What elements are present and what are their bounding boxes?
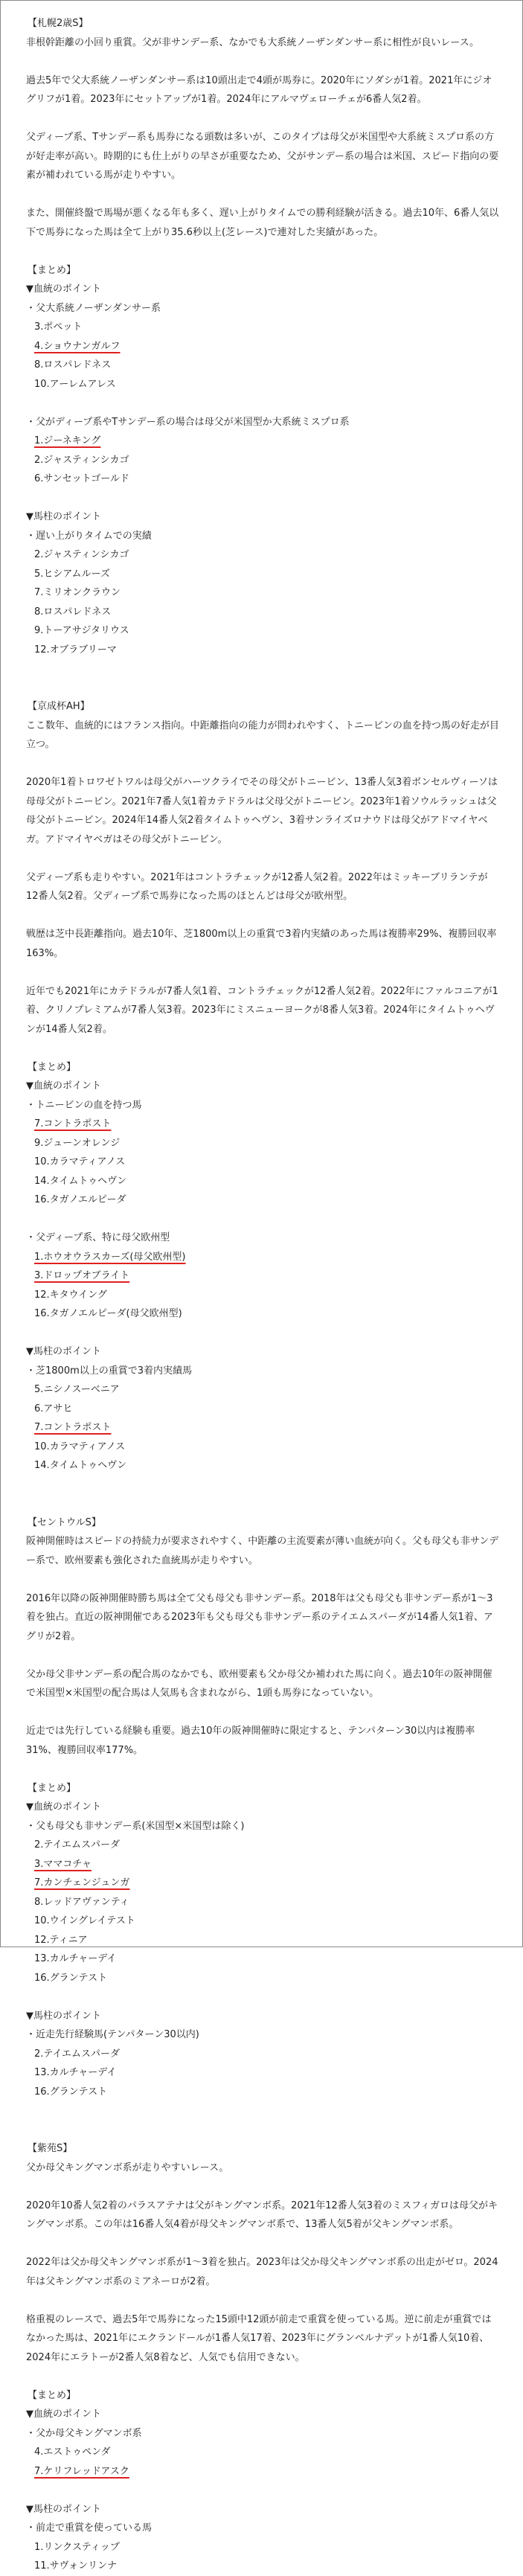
- blank-line: [26, 1760, 499, 1779]
- blank-line: [26, 2367, 499, 2386]
- paragraph: 過去5年で父大系統ノーザンダンサー系は10頭出走で4頭が馬券に。2020年にソダシが1着。2021年にジオグリフが1着。2023年にセットアップが1着。2024年にアルマヴェローチェが6番人気2着。: [26, 74, 492, 105]
- horse-name: 5.ニシノスーベニア: [34, 1384, 120, 1395]
- horse-name: 8.レッドアヴァンティ: [34, 1896, 129, 1908]
- horse-name: 7.ケリフレッドアスク: [34, 2465, 129, 2477]
- horse-item: [26, 318, 499, 337]
- blank-line: [26, 1646, 499, 1665]
- highlighted-horse-item: [26, 1266, 499, 1286]
- paragraph: 近年でも2021年にカテドラルが7番人気1着、コントラチェックが12番人気2着。2022年にファルコニアが1着、クリノプレミアムが7番人気3着。2023年にミスニューヨークが8番人気3着。2024年にタイムトゥヘヴンが14番人気2着。: [26, 985, 498, 1035]
- paragraph: 2020年10番人気2着のパラスアテナは父がキングマンボ系。2021年12番人気3着のミスフィガロは母父がキングマンボ系。この年は16番人気4着が母父キングマンボ系で、13番人気5着が父キングマンボ系。: [26, 2199, 498, 2230]
- paragraph: ここ数年、血統的にはフランス指向。中距離指向の能力が問われやすく、トニービンの血を持つ馬の好走が目立つ。: [26, 720, 499, 750]
- blank-line: [26, 2291, 499, 2310]
- horse-name: 10.カラマティアノス: [34, 1441, 126, 1452]
- blank-line: [26, 1570, 499, 1589]
- highlighted-horse-item: [26, 2462, 499, 2482]
- horse-item: [26, 1191, 499, 1210]
- summary-label: 【まとめ】: [28, 264, 77, 276]
- horse-name: 3.ドロップオブライト: [34, 1270, 130, 1281]
- horse-name: 13.カルチャーデイ: [34, 2067, 117, 2078]
- paragraph: 近走では先行している経験も重要。過去10年の阪神開催時に限定すると、テンパターン30以内は複勝率31%、複勝回収率177%。: [26, 1726, 475, 1756]
- race-title: 【京成杯AH】: [28, 701, 90, 712]
- blood-criterion: ・父も母父も非サンデー系(米国型×米国型は除く): [26, 1820, 245, 1832]
- career-points-label: ▼馬柱のポイント: [26, 1346, 101, 1357]
- paragraph: 父ディープ系も走りやすい。2021年はコントラチェックが12番人気2着。2022年はミッキーブリランテが12番人気2着。父ディープ系で馬券になった馬のほとんどは母父が欧州型。: [26, 871, 488, 902]
- career-points-label: ▼馬柱のポイント: [26, 511, 101, 522]
- highlighted-horse-item: [26, 1874, 499, 1893]
- blank-line: [26, 1494, 499, 1513]
- horse-item: [26, 2557, 499, 2576]
- horse-name: 5.ヒシアムルーズ: [34, 568, 110, 580]
- paragraph: 2020年1着トロワゼトワルは母父がハーツクライでその母父がトニービン、13番人気3着ボンセルヴィーソは母母父がトニービン。2021年7番人気1着カテドラルは父母父がトニービン。2023年1着ソウルラッシュは父母父がトニービン。2024年14番人気2着タイムトゥヘヴン、3着サンライズロナウドは母父がアドマイヤベガ。アドマイヤベガはその母父がトニービン。: [26, 777, 498, 845]
- blank-line: [26, 1987, 499, 2007]
- blood-criterion: ・父ディープ系、特に母父欧州型: [26, 1232, 170, 1243]
- horse-name: 10.アーレムアレス: [34, 378, 116, 390]
- blank-line: [26, 489, 499, 508]
- paragraph: 父か母父非サンデー系の配合馬のなかでも、欧州要素も父か母父か補われた馬に向く。過去10年の阪神開催で米国型×米国型の配合馬は人気馬も含まれながら、1頭も馬券になっていない。: [26, 1668, 492, 1699]
- horse-name: 16.グランテスト: [34, 1972, 108, 1984]
- horse-name: 16.タガノエルピーダ(母父欧州型): [34, 1308, 182, 1319]
- blood-points-label: ▼血統のポイント: [26, 1080, 101, 1092]
- horse-name: 2.ジャスティンシカゴ: [34, 549, 129, 560]
- blank-line: [26, 394, 499, 413]
- horse-name: 4.エストゥペンダ: [34, 2447, 111, 2458]
- horse-item: [26, 2538, 499, 2557]
- horse-name: 7.カンチェンジュンガ: [34, 1877, 130, 1888]
- blank-line: [26, 1324, 499, 1343]
- blank-line: [26, 963, 499, 982]
- horse-name: 12.オブラブリーマ: [34, 644, 117, 656]
- horse-name: 3.ポペット: [34, 321, 83, 333]
- highlighted-horse-item: [26, 1855, 499, 1874]
- paragraph: 2016年以降の阪神開催時勝ち馬は全て父も母父も非サンデー系。2018年は父も母父も非サンデー系が1～3着を独占。直近の阪神開催である2023年も父も母父も非サンデー系のテイエムスパーダが14番人気1着、アグリが2着。: [26, 1592, 493, 1642]
- horse-item: [26, 621, 499, 641]
- race-title: 【紫苑S】: [28, 2143, 73, 2154]
- career-criterion: ・芝1800m以上の重賞で3着内実績馬: [26, 1365, 193, 1377]
- horse-item: [26, 1836, 499, 1855]
- blank-line: [26, 659, 499, 679]
- paragraph: 非根幹距離の小回り重賞。父が非サンデー系、なかでも大系統ノーザンダンサー系に相性が良いレース。: [26, 36, 480, 48]
- blood-criterion: ・トニービンの血を持つ馬: [26, 1099, 142, 1111]
- horse-item: [26, 356, 499, 375]
- horse-item: [26, 583, 499, 603]
- paragraph: 父か母父キングマンボ系が走りやすいレース。: [26, 2162, 229, 2173]
- horse-item: [26, 1893, 499, 1912]
- horse-name: 7.コントラポスト: [34, 1118, 112, 1130]
- horse-item: [26, 1286, 499, 1305]
- horse-item: [26, 1949, 499, 1969]
- horse-item: [26, 1380, 499, 1400]
- horse-item: [26, 2083, 499, 2102]
- blood-criterion: ・父か母父キングマンボ系: [26, 2427, 142, 2439]
- horse-name: 4.ショウナンガルフ: [34, 340, 121, 352]
- horse-name: 6.アサヒ: [34, 1403, 73, 1414]
- horse-name: 13.カルチャーデイ: [34, 1953, 117, 1964]
- blank-line: [26, 52, 499, 71]
- horse-name: 2.テイエムスパーダ: [34, 1839, 120, 1851]
- horse-name: 2.テイエムスパーダ: [34, 2048, 120, 2060]
- horse-item: [26, 451, 499, 470]
- horse-name: 11.サヴォンリンナ: [34, 2560, 118, 2572]
- horse-item: [26, 470, 499, 489]
- blood-points-label: ▼血統のポイント: [26, 2409, 101, 2420]
- blank-line: [26, 1703, 499, 1723]
- paragraph: 戦歴は芝中長距離指向。過去10年、芝1800m以上の重賞で3着内実績のあった馬は複勝率29%、複勝回収率163%。: [26, 929, 497, 959]
- blood-criterion: ・父がディープ系やTサンデー系の場合は母父が米国型か大系統ミスプロ系: [26, 416, 350, 428]
- paragraph: また、開催終盤で馬場が悪くなる年も多く、遅い上がりタイムでの勝利経験が活きる。過去10年、6番人気以下で馬券になった馬は全て上がり35.6秒以上(芝レース)で連対した実績があった。: [26, 208, 499, 238]
- horse-item: [26, 1304, 499, 1324]
- horse-item: [26, 565, 499, 584]
- horse-item: [26, 1134, 499, 1153]
- blood-points-label: ▼血統のポイント: [26, 1801, 101, 1813]
- blank-line: [26, 754, 499, 774]
- career-points-label: ▼馬柱のポイント: [26, 2010, 101, 2022]
- horse-item: [26, 1912, 499, 1931]
- blank-line: [26, 2481, 499, 2500]
- paragraph: 父ディープ系、Tサンデー系も馬券になる頭数は多いが、このタイプは母父が米国型や大系統ミスプロ系の方が好走率が高い。時期的にも仕上がりの早さが重要なため、父がサンデー系の場合は米国、スピード指向の要素が補われている馬が走りやすい。: [26, 132, 499, 181]
- horse-item: [26, 1400, 499, 1419]
- summary-label: 【まとめ】: [28, 1061, 77, 1073]
- horse-name: 7.コントラポスト: [34, 1422, 112, 1433]
- article-content: [26, 14, 499, 2576]
- horse-item: [26, 2045, 499, 2064]
- race-section: [26, 14, 499, 659]
- horse-item: [26, 1172, 499, 1191]
- horse-name: 14.タイムトゥヘヴン: [34, 1175, 127, 1187]
- horse-name: 6.サンセットゴールド: [34, 473, 129, 484]
- highlighted-horse-item: [26, 1115, 499, 1134]
- horse-name: 16.タガノエルピーダ: [34, 1194, 126, 1205]
- horse-item: [26, 1153, 499, 1172]
- horse-name: 10.ウイングレイテスト: [34, 1915, 135, 1926]
- horse-item: [26, 641, 499, 660]
- blood-points-label: ▼血統のポイント: [26, 283, 101, 295]
- horse-item: [26, 1969, 499, 1988]
- horse-name: 12.ティニア: [34, 1934, 88, 1946]
- summary-label: 【まとめ】: [28, 1782, 77, 1794]
- horse-item: [26, 1456, 499, 1476]
- race-section: [26, 2139, 499, 2576]
- horse-item: [26, 375, 499, 394]
- highlighted-horse-item: [26, 432, 499, 451]
- blood-criterion: ・父大系統ノーザンダンサー系: [26, 302, 161, 314]
- horse-item: [26, 2443, 499, 2462]
- horse-name: 1.ホウオウラスカーズ(母父欧州型): [34, 1251, 186, 1263]
- horse-name: 8.ロスパレドネス: [34, 359, 112, 371]
- career-points-label: ▼馬柱のポイント: [26, 2503, 101, 2515]
- blank-line: [26, 1476, 499, 1495]
- blank-line: [26, 679, 499, 698]
- horse-name: 7.ミリオンクラウン: [34, 587, 121, 598]
- blank-line: [26, 906, 499, 926]
- horse-name: 9.トーアサジタリウス: [34, 625, 129, 636]
- highlighted-horse-item: [26, 1248, 499, 1267]
- horse-name: 2.ジャスティンシカゴ: [34, 454, 129, 466]
- blank-line: [26, 242, 499, 261]
- paragraph: 2022年は父か母父キングマンボ系が1～3着を独占。2023年は父か母父キングマンボ系の出走がゼロ。2024年は父キングマンボ系のミアネーロが2着。: [26, 2257, 498, 2287]
- blank-line: [26, 2101, 499, 2121]
- blank-line: [26, 109, 499, 129]
- horse-name: 14.タイムトゥヘヴン: [34, 1460, 127, 1471]
- blank-line: [26, 2177, 499, 2197]
- paragraph: 格重視のレースで、過去5年で馬券になった15頭中12頭が前走で重賞を使っている馬。逆に前走が重賞ではなかった馬は、2021年にエクランドールが1番人気17着、2023年にグランベルナデットが1番人気10着、2024年にエラトーが2番人気8着など、人気でも信用できない。: [26, 2313, 492, 2363]
- horse-name: 16.グランテスト: [34, 2086, 108, 2098]
- career-criterion: ・近走先行経験馬(テンパターン30以内): [26, 2029, 199, 2040]
- blank-line: [26, 2121, 499, 2140]
- horse-item: [26, 603, 499, 622]
- horse-name: 10.カラマティアノス: [34, 1156, 126, 1167]
- blank-line: [26, 185, 499, 205]
- highlighted-horse-item: [26, 337, 499, 356]
- horse-name: 1.ジーネキング: [34, 435, 101, 446]
- career-criterion: ・前走で重賞を使っている馬: [26, 2522, 153, 2534]
- horse-item: [26, 545, 499, 565]
- horse-item: [26, 1931, 499, 1950]
- paragraph: 阪神開催時はスピードの持続力が要求されやすく、中距離の主流要素が薄い血統が向く。父も母父も非サンデー系で、欧州要素も強化された血統馬が走りやすい。: [26, 1536, 499, 1566]
- race-title: 【札幌2歳S】: [28, 18, 89, 29]
- blank-line: [26, 2234, 499, 2254]
- blank-line: [26, 1039, 499, 1058]
- summary-label: 【まとめ】: [28, 2389, 77, 2401]
- horse-item: [26, 2063, 499, 2083]
- horse-name: 3.ママコチャ: [34, 1858, 92, 1870]
- highlighted-horse-item: [26, 1418, 499, 1438]
- horse-name: 1.リンクスティップ: [34, 2541, 120, 2553]
- career-criterion: ・遅い上がりタイムでの実績: [26, 530, 152, 542]
- horse-name: 9.ジューンオレンジ: [34, 1137, 121, 1149]
- horse-name: 12.キタウイング: [34, 1289, 107, 1301]
- blank-line: [26, 849, 499, 868]
- race-section: [26, 1513, 499, 2102]
- horse-name: 8.ロスパレドネス: [34, 606, 112, 618]
- race-section: [26, 697, 499, 1476]
- blank-line: [26, 1210, 499, 1229]
- horse-item: [26, 1438, 499, 1457]
- race-title: 【セントウルS】: [28, 1516, 101, 1528]
